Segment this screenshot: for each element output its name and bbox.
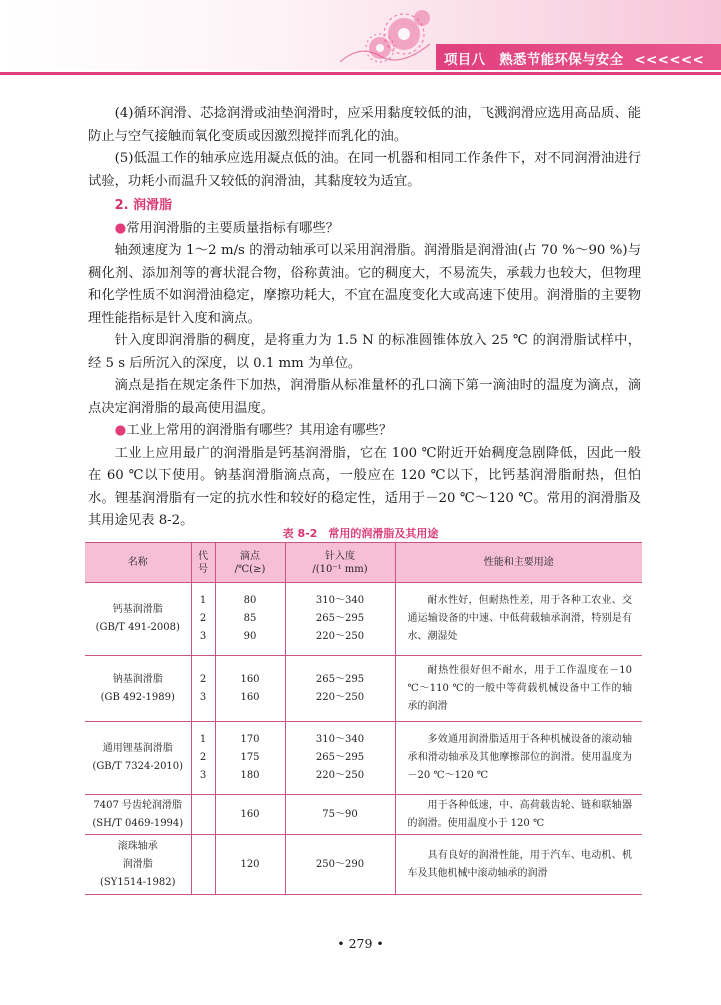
cell-use: 耐水性好，但耐热性差，用于各种工农业、交通运输设备的中速、中低荷载轴承润滑，特别是有水、潮湿处 [395, 583, 642, 656]
cell-code [191, 583, 215, 656]
section-title: 2. 润滑脂 [114, 198, 173, 213]
cell-name-line: 滚珠轴承 [117, 840, 158, 852]
bullet-icon: ● [114, 423, 127, 438]
paragraph: 轴颈速度为 1～2 m/s 的滑动轴承可以采用润滑脂。润滑脂是润滑油(占 70 %～90 %)与稠化剂、添加剂等的膏状混合物，俗称黄油。它的稠度大，不易流失，承载力也较大，但物理和化学性质不如润滑油稳定，摩擦功耗大，不宜在温度变化大或高速下使用。润滑脂的主要物理性能指标是针入度和滴点。 [88, 243, 641, 326]
cell-code [191, 795, 215, 835]
header-pen-line: 针入度 [325, 550, 355, 562]
header-code [191, 543, 215, 583]
cell-name [85, 583, 191, 656]
chevron-decoration: <<<<<< [634, 52, 705, 68]
cell-drop-point [215, 835, 285, 895]
header-drop-line: 滴点 [240, 550, 260, 562]
table-header-row [85, 543, 642, 583]
table-caption: 表 8-2 常用的润滑脂及其用途 [282, 527, 439, 540]
cell-penetration-line: 310～340 [315, 734, 365, 745]
grease-table [85, 542, 642, 895]
cell-code-line: 3 [199, 631, 207, 642]
question-heading [88, 420, 641, 443]
cell-name-line: 钙基润滑脂 [112, 604, 163, 615]
cell-penetration-line: 75～90 [322, 808, 358, 820]
gear-decoration-icon [330, 4, 440, 72]
cell-name [85, 835, 191, 895]
cell-use: 用于各种低速，中、高荷载齿轮、链和联轴器的润滑。使用温度小于 120 ℃ [395, 795, 642, 835]
cell-name-line: 润滑脂 [122, 858, 153, 870]
cell-penetration-line: 265～295 [315, 752, 365, 763]
header-divider [0, 72, 721, 75]
cell-name-line: 7407 号齿轮润滑脂 [93, 799, 183, 811]
cell-name-line: (SH/T 0469-1994) [92, 817, 184, 829]
cell-penetration-line: 265～295 [315, 673, 365, 685]
chapter-title: 项目八 熟悉节能环保与安全 [444, 52, 624, 68]
cell-penetration [285, 656, 395, 722]
cell-drop-point [215, 656, 285, 722]
cell-name-line: (GB 492-1989) [100, 691, 175, 703]
cell-penetration-line: 220～250 [315, 770, 365, 781]
cell-drop-point-line: 180 [240, 770, 260, 781]
cell-drop-point-line: 175 [240, 752, 260, 763]
question-text: 常用润滑脂的主要质量指标有哪些？ [126, 220, 339, 236]
cell-drop-point-line: 170 [240, 734, 260, 745]
bullet-icon: ● [114, 220, 127, 236]
question-text: 工业上常用的润滑脂有哪些？其用途有哪些？ [126, 423, 393, 438]
header-code-line: 代 [198, 550, 208, 562]
cell-code-line: 3 [199, 691, 207, 703]
cell-use: 耐热性很好但不耐水，用于工作温度在－10 ℃～110 ℃的一般中等荷载机械设备中工作的轴承的润滑 [395, 656, 642, 722]
section-heading [88, 195, 641, 218]
cell-drop-point [215, 583, 285, 656]
cell-penetration [285, 722, 395, 795]
cell-code-line: 2 [199, 752, 207, 763]
header-penetration [285, 543, 395, 583]
cell-drop-point-line: 80 [243, 595, 257, 606]
paragraph: 滴点是指在规定条件下加热，润滑脂从标准量杯的孔口滴下第一滴油时的温度为滴点，滴点决定润滑脂的最高使用温度。 [88, 378, 641, 416]
cell-drop-point-line: 85 [243, 613, 257, 624]
cell-name-line: 钠基润滑脂 [112, 673, 163, 685]
cell-name-line: 通用锂基润滑脂 [102, 743, 173, 754]
cell-drop-point-line: 90 [243, 631, 257, 642]
cell-use: 多效通用润滑脂适用于各种机械设备的滚动轴承和滑动轴承及其他摩擦部位的润滑。使用温度为－20 ℃～120 ℃ [395, 722, 642, 795]
cell-code-line: 2 [199, 673, 207, 685]
paragraph: (5)低温工作的轴承应选用凝点低的油。在同一机器和相同工作条件下，对不同润滑油进行试验，功耗小而温升又较低的润滑油，其黏度较为适宜。 [88, 151, 641, 189]
cell-penetration-line: 265～295 [315, 613, 365, 624]
cell-name-line: (SY1514-1982) [99, 876, 176, 888]
cell-code-line: 1 [199, 734, 207, 745]
cell-penetration-line: 250～290 [315, 858, 365, 870]
paragraph: (4)循环润滑、芯捻润滑或油垫润滑时，应采用黏度较低的油，飞溅润滑应选用高品质、能防止与空气接触而氧化变质或因激烈搅拌而乳化的油。 [88, 106, 641, 144]
cell-code [191, 835, 215, 895]
header-use: 性能和主要用途 [395, 543, 642, 583]
cell-drop-point [215, 795, 285, 835]
cell-code-line: 3 [199, 770, 207, 781]
table-row [85, 795, 642, 835]
header-name: 名称 [85, 543, 191, 583]
page-header [0, 0, 721, 78]
paragraph: 工业上应用最广的润滑脂是钙基润滑脂，它在 100 ℃附近开始稠度急剧降低，因此一般在 60 ℃以下使用。钠基润滑脂滴点高，一般应在 120 ℃以下，比钙基润滑脂耐热，但怕水。锂基润滑脂有一定的抗水性和较好的稳定性，适用于－20 ℃～120 ℃。常用的润滑脂及其用途见表 8-2。 [88, 445, 641, 528]
page-number: • 279 • [337, 936, 384, 951]
cell-name [85, 656, 191, 722]
paragraph: 针入度即润滑脂的稠度，是将重力为 1.5 N 的标准圆锥体放入 25 ℃ 的润滑脂试样中，经 5 s 后所沉入的深度，以 0.1 mm 为单位。 [88, 333, 641, 371]
cell-name-line: (GB/T 491-2008) [95, 622, 180, 633]
cell-code-line: 2 [199, 613, 207, 624]
cell-drop-point-line: 160 [240, 673, 260, 685]
cell-code [191, 656, 215, 722]
table-row [85, 583, 642, 656]
cell-drop-point-line: 120 [240, 858, 260, 870]
table-row [85, 835, 642, 895]
header-pen-line: /(10⁻¹ mm) [312, 563, 368, 575]
header-drop-line: /℃(≥) [234, 563, 266, 575]
cell-penetration-line: 310～340 [315, 595, 365, 606]
header-title [444, 48, 704, 68]
cell-penetration [285, 795, 395, 835]
cell-penetration [285, 835, 395, 895]
cell-use: 具有良好的润滑性能，用于汽车、电动机、机车及其他机械中滚动轴承的润滑 [395, 835, 642, 895]
cell-name-line: (GB/T 7324-2010) [92, 761, 184, 772]
cell-drop-point [215, 722, 285, 795]
table-row [85, 722, 642, 795]
question-heading [61, 218, 641, 241]
header-drop-point [215, 543, 285, 583]
cell-code-line: 1 [199, 595, 207, 606]
cell-name [85, 722, 191, 795]
header-code-line: 号 [198, 563, 208, 575]
table-row [85, 656, 642, 722]
cell-penetration-line: 220～250 [315, 631, 365, 642]
cell-drop-point-line: 160 [240, 691, 260, 703]
cell-name [85, 795, 191, 835]
body-text [88, 103, 641, 533]
cell-penetration [285, 583, 395, 656]
cell-drop-point-line: 160 [240, 808, 260, 820]
cell-code [191, 722, 215, 795]
cell-penetration-line: 220～250 [315, 691, 365, 703]
